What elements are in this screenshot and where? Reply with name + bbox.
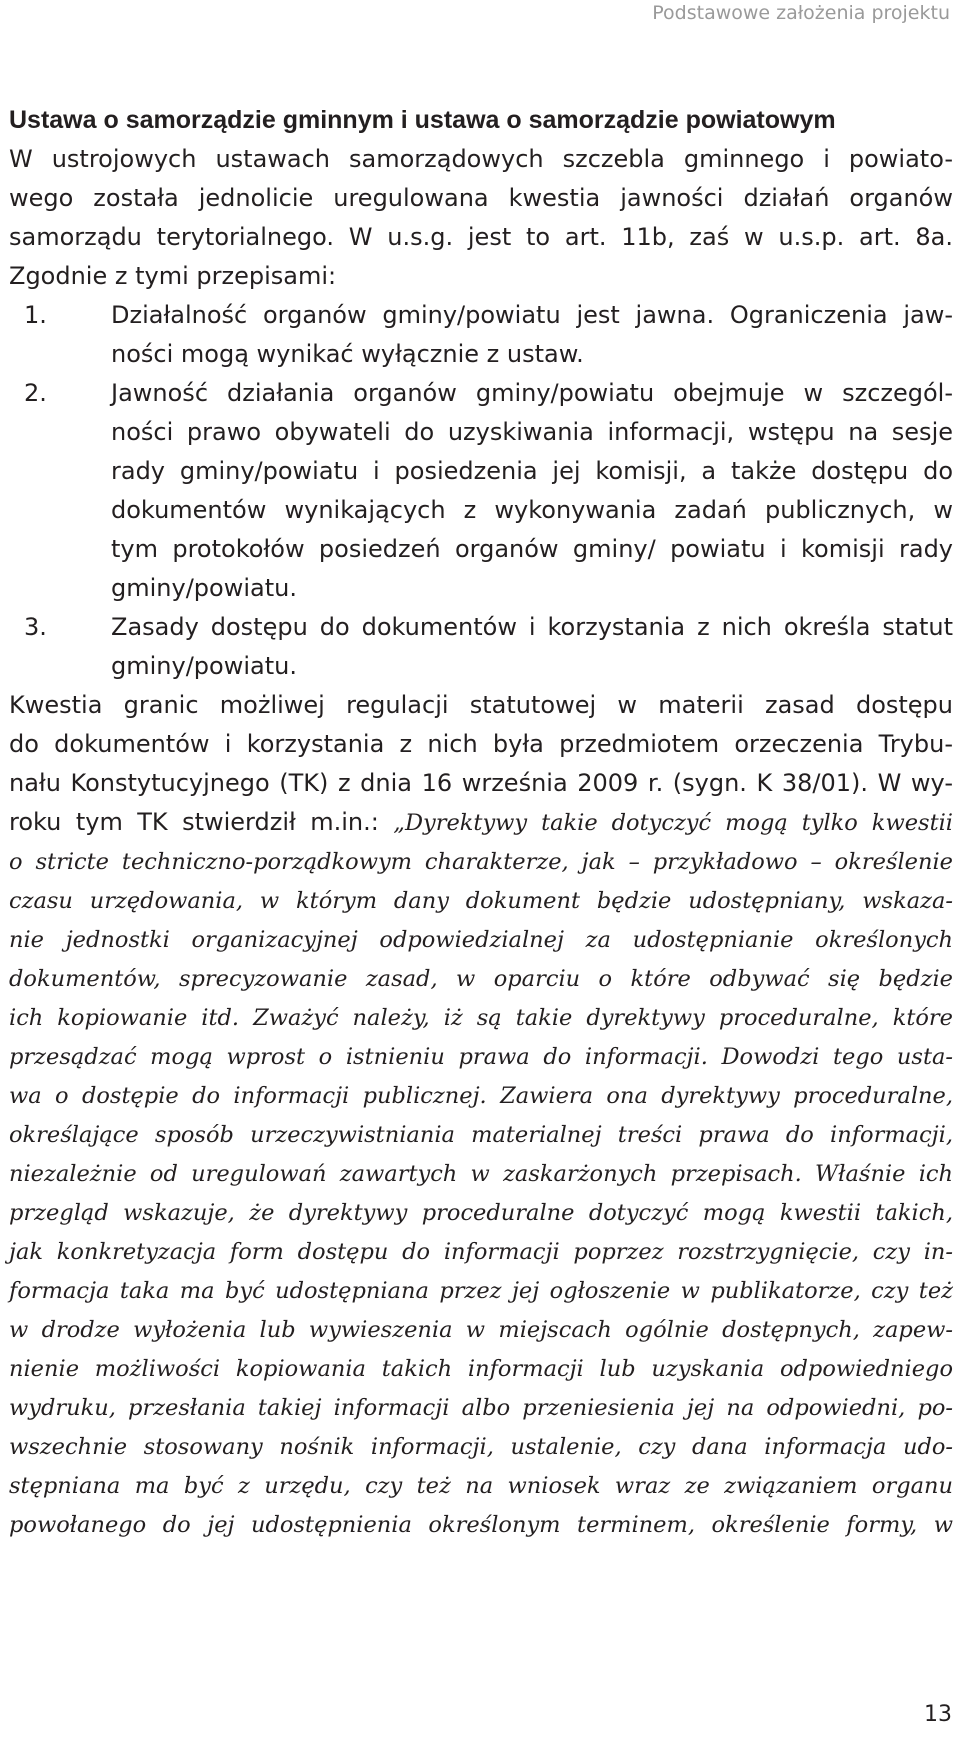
quote-line: wa o dostępie do informacji publicznej. Zawiera ona dyrektywy proceduralne, [9, 1083, 953, 1109]
paragraph-line-with-quote-start [9, 803, 953, 843]
list-item-line: gminy/powiatu. [111, 652, 297, 680]
list-item-line: ności prawo obywateli do uzyskiwania informacji, wstępu na sesje [111, 418, 953, 446]
list-item [9, 296, 953, 374]
quote-line: ich kopiowanie itd. Zważyć należy, iż są takie dyrektywy proceduralne, które [9, 1005, 953, 1031]
quote-line: przesądzać mogą wprost o istnieniu prawa do informacji. Dowodzi tego usta- [9, 1044, 953, 1070]
list-item-line: Zasady dostępu do dokumentów i korzystania z nich określa statut [111, 613, 953, 641]
paragraph-line: do dokumentów i korzystania z nich była przedmiotem orzeczenia Trybu- [9, 730, 953, 758]
intro-paragraph [9, 140, 953, 296]
list-item [9, 374, 953, 608]
numbered-list [9, 296, 953, 686]
paragraph-line: samorządu terytorialnego. W u.s.g. jest to art. 11b, zaś w u.s.p. art. 8a. [9, 223, 953, 251]
quote-text-start: „Dyrektywy takie dotyczyć mogą tylko kwestii [393, 810, 953, 836]
quote-line: stępniana ma być z urzędu, czy też na wniosek wraz ze związaniem organu [9, 1473, 953, 1499]
paragraph-line: wego została jednolicie uregulowana kwestia jawności działań organów [9, 184, 953, 212]
list-item-line: dokumentów wynikających z wykonywania zadań publicznych, w [111, 496, 953, 524]
list-item-line: Jawność działania organów gminy/powiatu obejmuje w szczegól- [111, 379, 953, 407]
list-item-line: gminy/powiatu. [111, 574, 297, 602]
quote-line: o stricte techniczno-porządkowym charakterze, jak – przykładowo – określenie [9, 849, 953, 875]
quote-line: powołanego do jej udostępnienia określonym terminem, określenie formy, w [9, 1512, 953, 1538]
quote-line: wydruku, przesłania takiej informacji albo przeniesienia jej na odpowiedni, po- [9, 1395, 953, 1421]
list-item-line: rady gminy/powiatu i posiedzenia jej komisji, a także dostępu do [111, 457, 953, 485]
quote-line: dokumentów, sprecyzowanie zasad, w oparciu o które odbywać się będzie [9, 966, 953, 992]
section-heading: Ustawa o samorządzie gminnym i ustawa o samorządzie powiatowym [9, 106, 836, 134]
quote-line: określające sposób urzeczywistniania materialnej treści prawa do informacji, [9, 1122, 953, 1148]
quote-line: jak konkretyzacja form dostępu do informacji poprzez rozstrzygnięcie, czy in- [9, 1239, 953, 1265]
paragraph-line: Kwestia granic możliwej regulacji statutowej w materii zasad dostępu [9, 691, 953, 719]
paragraph-line: nału Konstytucyjnego (TK) z dnia 16 września 2009 r. (sygn. K 38/01). W wy- [9, 769, 953, 797]
quote-line: nienie możliwości kopiowania takich informacji lub uzyskania odpowiedniego [9, 1356, 953, 1382]
list-number: 3. [24, 613, 47, 641]
quote-line: nie jednostki organizacyjnej odpowiedzialnej za udostępnianie określonych [9, 927, 953, 953]
list-item-line: Działalność organów gminy/powiatu jest jawna. Ograniczenia jaw- [111, 301, 953, 329]
list-item [9, 608, 953, 686]
quote-line: czasu urzędowania, w którym dany dokument będzie udostępniany, wskaza- [9, 888, 953, 914]
list-item-line: ności mogą wynikać wyłącznie z ustaw. [111, 340, 584, 368]
running-header: Podstawowe założenia projektu [652, 2, 950, 24]
list-number: 1. [24, 301, 47, 329]
page-content [9, 101, 953, 1545]
paragraph-line: W ustrojowych ustawach samorządowych szczebla gminnego i powiato- [9, 145, 953, 173]
quote-line: formacja taka ma być udostępniana przez jej ogłoszenie w publikatorze, czy też [9, 1278, 953, 1304]
quote-line: wszechnie stosowany nośnik informacji, ustalenie, czy dana informacja udo- [9, 1434, 953, 1460]
quote-line: niezależnie od uregulowań zawartych w zaskarżonych przepisach. Właśnie ich [9, 1161, 953, 1187]
quote-intro-text: roku tym TK stwierdził m.in.: [9, 808, 394, 836]
body-paragraph [9, 686, 953, 1545]
paragraph-line: Zgodnie z tymi przepisami: [9, 262, 337, 290]
list-item-line: tym protokołów posiedzeń organów gminy/ powiatu i komisji rady [111, 535, 953, 563]
quote-line: przegląd wskazuje, że dyrektywy proceduralne dotyczyć mogą kwestii takich, [9, 1200, 953, 1226]
page-number: 13 [924, 1702, 952, 1727]
quote-line: w drodze wyłożenia lub wywieszenia w miejscach ogólnie dostępnych, zapew- [9, 1317, 953, 1343]
list-number: 2. [24, 379, 47, 407]
